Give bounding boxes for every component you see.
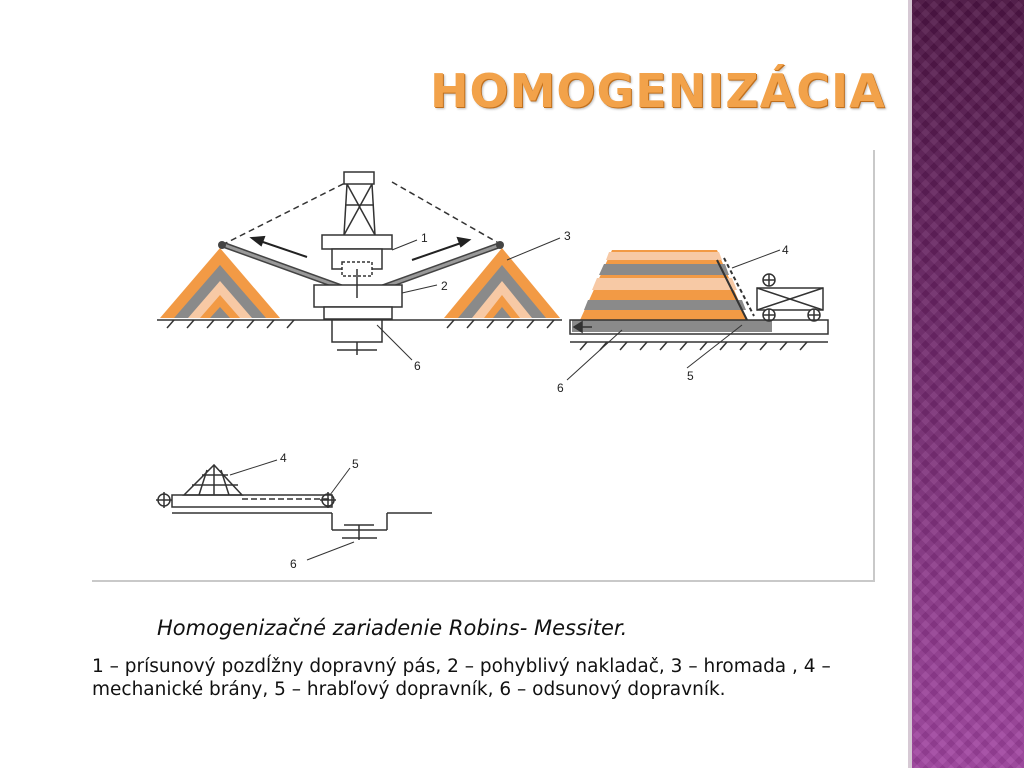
decorative-side-band	[912, 0, 1024, 768]
bottom-sketch	[156, 465, 432, 540]
figure-caption-title: Homogenizačné zariadenie Robins- Messiter.	[157, 616, 628, 640]
figure-caption-legend: 1 – prísunový pozdĺžny dopravný pás, 2 – pohyblivý nakladač, 3 – hromada , 4 – mechanické brány, 5 – hrabľový dopravník, 6 – odsunový dopravník.	[92, 656, 831, 700]
label-1: 1	[421, 231, 428, 245]
label-3: 3	[564, 229, 571, 243]
stacker-tower	[314, 172, 402, 319]
ground-left	[157, 320, 562, 355]
label-6-left: 6	[414, 359, 421, 373]
label-5-right: 5	[687, 369, 694, 383]
label-4-right: 4	[782, 243, 789, 257]
leader-lines-bottom	[230, 460, 354, 560]
label-2: 2	[441, 279, 448, 293]
carriage	[757, 274, 823, 321]
label-6-right: 6	[557, 381, 564, 395]
label-6-bottom: 6	[290, 557, 297, 571]
diagram-figure	[92, 150, 875, 582]
slide-title: HOMOGENIZÁCIA	[430, 64, 886, 118]
homogenization-diagram	[92, 150, 873, 580]
label-5-bottom: 5	[352, 457, 359, 471]
label-4-bottom: 4	[280, 451, 287, 465]
